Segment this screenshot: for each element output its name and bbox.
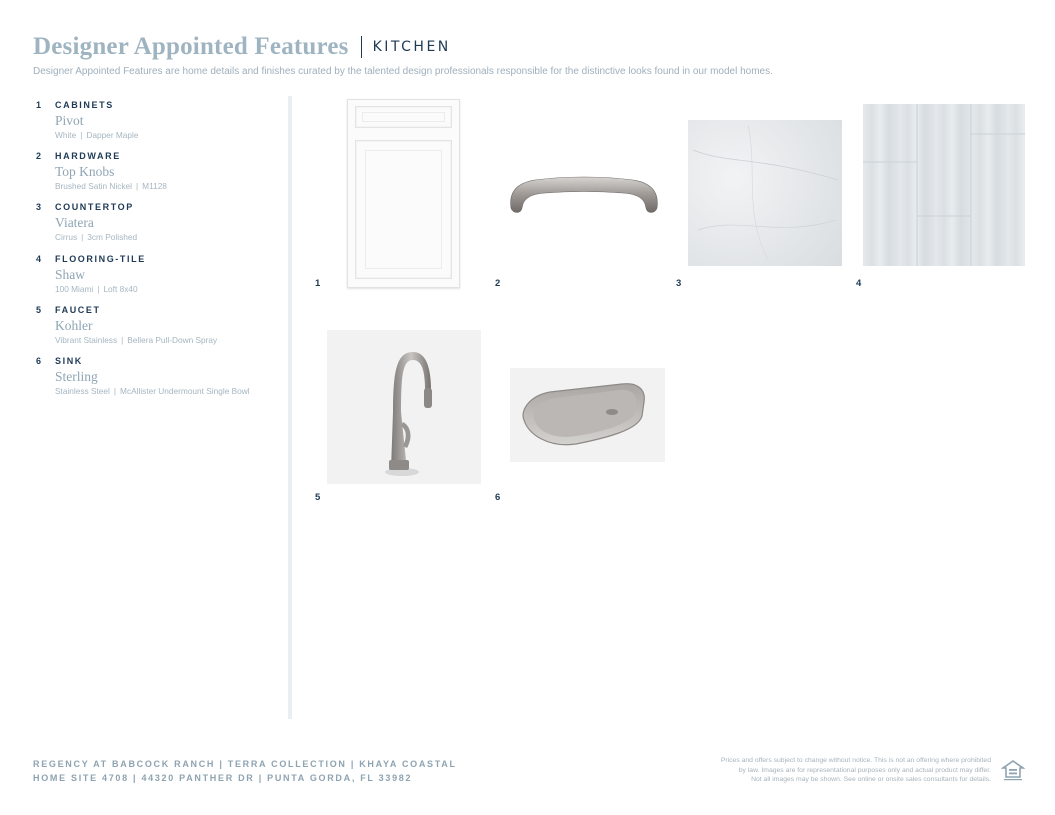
- drawer-pull-graphic: [505, 170, 663, 218]
- detail-separator: |: [113, 385, 117, 396]
- feature-category: SINK: [55, 355, 83, 366]
- feature-detail-a: Stainless Steel: [55, 385, 110, 396]
- feature-number: 5: [36, 304, 42, 315]
- feature-category: FAUCET: [55, 304, 101, 315]
- vertical-divider: [288, 96, 292, 719]
- tile-seams-graphic: [863, 104, 1025, 266]
- disclaimer-line-2: by law. Images are for representational purposes only and actual product may differ.: [738, 766, 991, 774]
- footer-address: [33, 759, 457, 787]
- sink-image: [510, 368, 665, 462]
- feature-item-faucet: [36, 305, 281, 356]
- feature-detail-a: White: [55, 130, 77, 140]
- cabinet-drawer-front: [355, 106, 452, 128]
- feature-brand: Top Knobs: [55, 164, 115, 180]
- faucet-image: [327, 330, 481, 484]
- footer-disclaimer: [631, 756, 991, 785]
- image-label: 6: [495, 492, 501, 503]
- detail-separator: |: [121, 334, 124, 345]
- feature-item-cabinets: [36, 100, 281, 151]
- feature-category: HARDWARE: [55, 151, 121, 162]
- feature-item-sink: [36, 356, 281, 407]
- feature-category: FLOORING-TILE: [55, 253, 146, 264]
- feature-detail-b: M1128: [142, 181, 167, 192]
- sink-graphic: [510, 368, 665, 462]
- feature-brand: Viatera: [55, 215, 94, 231]
- image-label: 3: [676, 278, 682, 289]
- feature-detail-b: Loft 8x40: [103, 283, 138, 294]
- feature-detail: [55, 232, 281, 242]
- image-label: 1: [315, 278, 321, 289]
- drawer-panel: [362, 112, 445, 122]
- countertop-swatch-image: [688, 120, 842, 266]
- feature-item-hardware: [36, 151, 281, 202]
- feature-detail: [55, 386, 281, 396]
- cabinet-door-image: [347, 99, 460, 288]
- drawer-pull-image: [505, 170, 663, 218]
- image-label: 2: [495, 278, 501, 289]
- feature-number: 4: [36, 253, 42, 264]
- cabinet-door-front: [355, 140, 452, 279]
- footer-homesite-line: HOME SITE 4708 | 44320 PANTHER DR | PUNTA GORDA, FL 33982: [33, 773, 413, 783]
- disclaimer-line-3: Not all images may be shown. See online or onsite sales consultants for details.: [751, 776, 991, 783]
- feature-detail-a: Vibrant Stainless: [55, 334, 118, 345]
- image-label: 5: [315, 492, 321, 503]
- feature-number: 6: [36, 355, 42, 366]
- detail-separator: |: [97, 283, 100, 294]
- door-panel: [365, 150, 442, 269]
- section-label: KITCHEN: [372, 39, 451, 55]
- feature-detail-b: McAllister Undermount Single Bowl: [120, 385, 250, 396]
- feature-number: 3: [36, 202, 42, 213]
- feature-number: 2: [36, 151, 42, 162]
- feature-list: [36, 100, 281, 407]
- feature-detail: [55, 181, 281, 191]
- title-divider: [361, 36, 362, 58]
- header: [33, 33, 451, 61]
- feature-brand: Shaw: [55, 266, 85, 282]
- marble-vein-graphic: [688, 120, 842, 266]
- feature-detail: [55, 130, 281, 140]
- feature-brand: Kohler: [55, 317, 93, 333]
- feature-detail-b: 3cm Polished: [87, 232, 138, 243]
- feature-detail-a: 100 Miami: [55, 283, 94, 294]
- feature-brand: Sterling: [55, 368, 98, 384]
- feature-item-flooring-tile: [36, 254, 281, 305]
- title-row: [33, 33, 451, 61]
- feature-detail-a: Brushed Satin Nickel: [55, 181, 133, 192]
- feature-detail-b: Dapper Maple: [86, 130, 139, 140]
- detail-separator: |: [81, 232, 84, 243]
- feature-detail: [55, 284, 281, 294]
- feature-detail: [55, 335, 281, 345]
- feature-category: COUNTERTOP: [55, 202, 134, 213]
- flooring-tile-swatch-image: [863, 104, 1025, 266]
- feature-item-countertop: [36, 202, 281, 253]
- feature-category: CABINETS: [55, 100, 114, 110]
- disclaimer-line-1: Prices and offers subject to change without notice. This is not an offering where prohibited: [720, 757, 991, 764]
- equal-housing-opportunity-icon: [1001, 759, 1025, 788]
- feature-number: 1: [36, 100, 42, 110]
- image-label: 4: [856, 278, 862, 289]
- detail-separator: |: [136, 181, 139, 192]
- faucet-graphic: [327, 330, 481, 484]
- detail-separator: |: [80, 130, 83, 140]
- page-title: Designer Appointed Features: [33, 33, 349, 60]
- feature-detail-b: Bellera Pull-Down Spray: [127, 334, 218, 345]
- footer-community-line: REGENCY AT BABCOCK RANCH | TERRA COLLECTION | KHAYA COASTAL: [33, 759, 457, 769]
- feature-brand: Pivot: [55, 113, 84, 128]
- page-subtitle: Designer Appointed Features are home details and finishes curated by the talented design professionals responsible for the distinctive looks found in our model homes.: [33, 66, 773, 77]
- feature-detail-a: Cirrus: [55, 232, 78, 243]
